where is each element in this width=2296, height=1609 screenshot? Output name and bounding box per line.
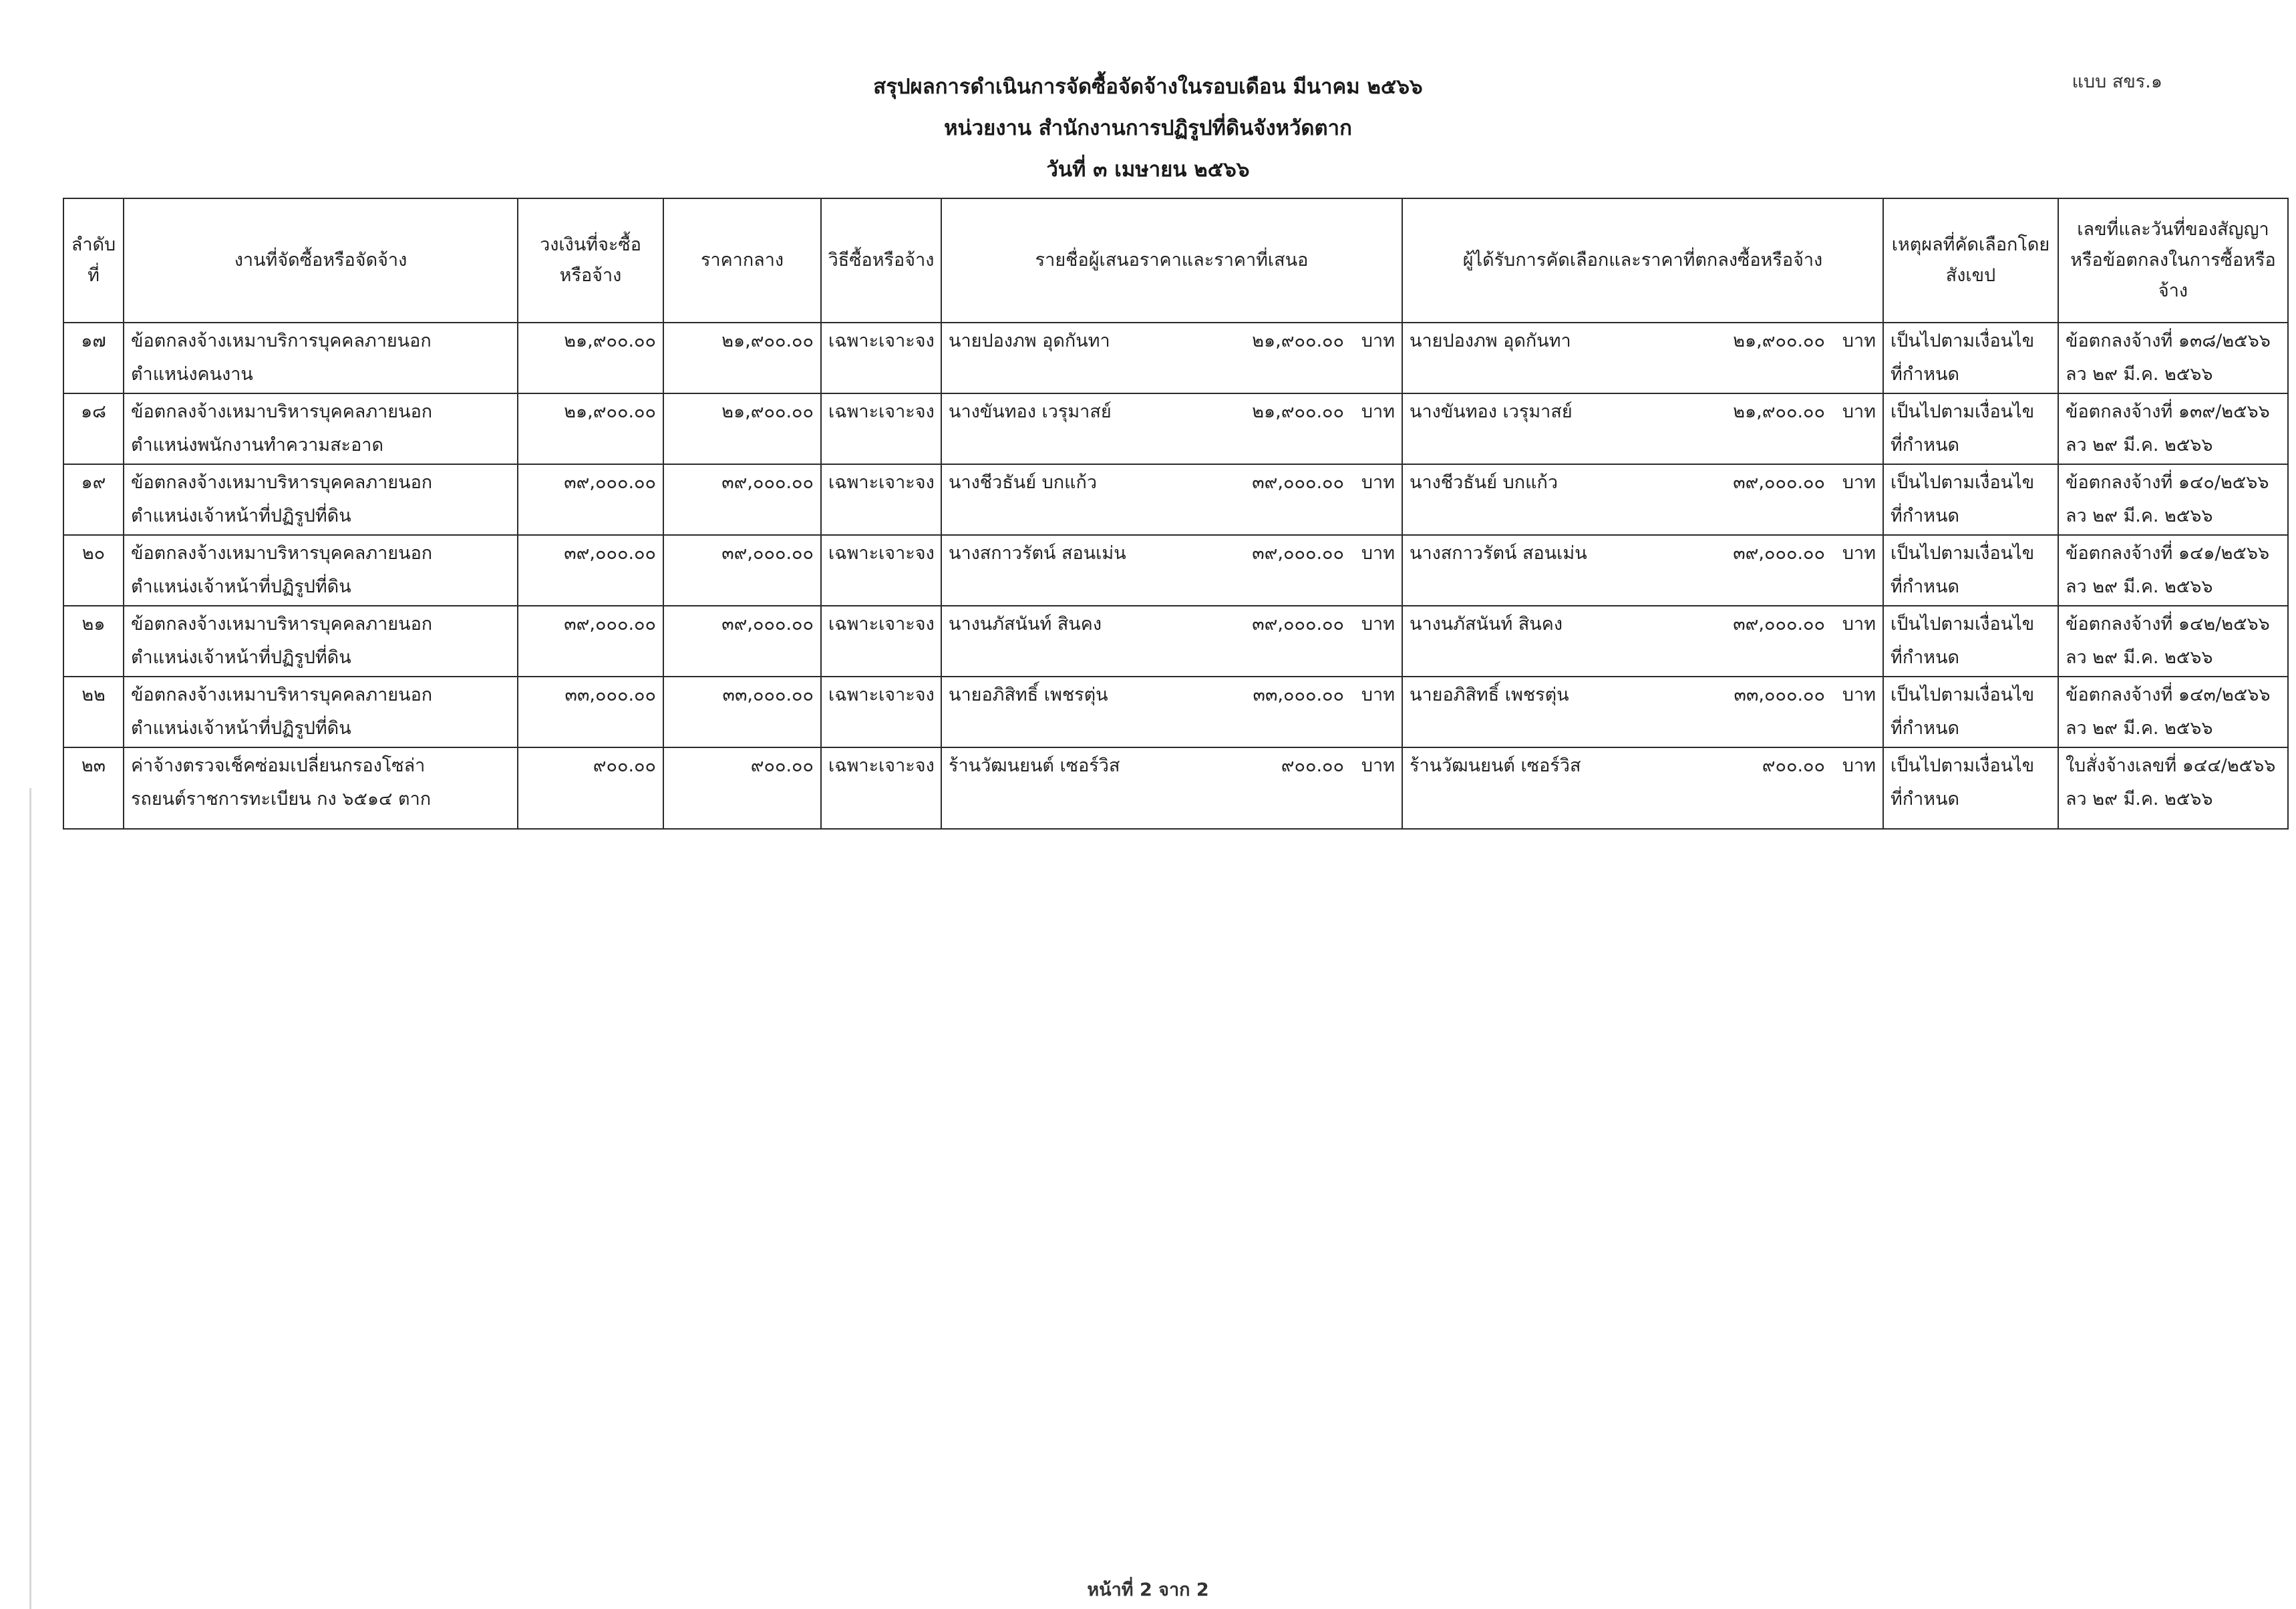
- row-work: [124, 747, 518, 829]
- bid-amount: ๒๑,๙๐๐.๐๐: [1252, 401, 1344, 422]
- contract-line-2: ลว ๒๙ มี.ค. ๒๕๖๖: [2066, 576, 2213, 597]
- row-budget: ๒๑,๙๐๐.๐๐: [518, 393, 663, 464]
- row-bidder: [941, 323, 1402, 393]
- reason-line-1: เป็นไปตามเงื่อนไข: [1891, 755, 2035, 776]
- agency-line: หน่วยงาน สำนักงานการปฏิรูปที่ดินจังหวัดตาก: [944, 116, 1352, 140]
- win-amount: ๙๐๐.๐๐: [1762, 755, 1825, 776]
- reason-line-2: ที่กำหนด: [1891, 435, 1960, 456]
- win-amount: ๓๙,๐๐๐.๐๐: [1733, 472, 1825, 493]
- row-winner: [1402, 606, 1883, 677]
- row-median-price: ๓๙,๐๐๐.๐๐: [663, 464, 821, 535]
- row-median-price: ๓๙,๐๐๐.๐๐: [663, 606, 821, 677]
- work-line-1: ข้อตกลงจ้างเหมาบริหารบุคคลภายนอก: [131, 685, 433, 705]
- work-line-2: ตำแหน่งคนงาน: [131, 364, 253, 385]
- work-line-2: รถยนต์ราชการทะเบียน กง ๖๕๑๔ ตาก: [131, 789, 432, 810]
- row-winner: [1402, 677, 1883, 747]
- bid-unit: บาท: [1361, 401, 1395, 422]
- win-unit: บาท: [1842, 401, 1876, 422]
- work-line-1: ข้อตกลงจ้างเหมาบริหารบุคคลภายนอก: [131, 472, 433, 493]
- row-work: [124, 393, 518, 464]
- row-budget: ๒๑,๙๐๐.๐๐: [518, 323, 663, 393]
- contract-line-1: ข้อตกลงจ้างที่ ๑๔๒/๒๕๖๖: [2066, 614, 2270, 635]
- contract-line-2: ลว ๒๙ มี.ค. ๒๕๖๖: [2066, 789, 2213, 810]
- win-unit: บาท: [1842, 755, 1876, 776]
- work-line-1: ข้อตกลงจ้างเหมาบริหารบุคคลภายนอก: [131, 543, 433, 564]
- table-row: [63, 677, 2288, 747]
- bid-unit: บาท: [1361, 543, 1395, 564]
- row-bidder: [941, 677, 1402, 747]
- winner-name: นางขันทอง เวรุมาสย์: [1410, 401, 1573, 422]
- header-contract: เลขที่และวันที่ของสัญญาหรือข้อตกลงในการซื้อหรือจ้าง: [2058, 198, 2288, 323]
- header-winner: ผู้ได้รับการคัดเลือกและราคาที่ตกลงซื้อหรือจ้าง: [1402, 198, 1883, 323]
- row-median-price: ๒๑,๙๐๐.๐๐: [663, 393, 821, 464]
- bid-unit: บาท: [1361, 472, 1395, 493]
- row-median-price: ๓๙,๐๐๐.๐๐: [663, 535, 821, 606]
- work-line-1: ข้อตกลงจ้างเหมาบริหารบุคคลภายนอก: [131, 401, 433, 422]
- row-no: ๑๙: [63, 464, 124, 535]
- winner-name: นางนภัสนันท์ สินคง: [1410, 614, 1563, 635]
- win-unit: บาท: [1842, 685, 1876, 705]
- winner-name: นายปองภพ อุดกันทา: [1410, 331, 1571, 351]
- row-contract: [2058, 535, 2288, 606]
- winner-name: ร้านวัฒนยนต์ เซอร์วิส: [1410, 755, 1581, 776]
- bid-unit: บาท: [1361, 614, 1395, 635]
- table-row: [63, 464, 2288, 535]
- row-work: [124, 677, 518, 747]
- table-row: [63, 393, 2288, 464]
- reason-line-1: เป็นไปตามเงื่อนไข: [1891, 543, 2035, 564]
- header-no: ลำดับที่: [63, 198, 124, 323]
- bidder-name: นางขันทอง เวรุมาสย์: [949, 401, 1112, 422]
- row-method: เฉพาะเจาะจง: [821, 747, 941, 829]
- bid-unit: บาท: [1361, 755, 1395, 776]
- row-budget: ๓๓,๐๐๐.๐๐: [518, 677, 663, 747]
- row-winner: [1402, 464, 1883, 535]
- row-winner: [1402, 535, 1883, 606]
- win-amount: ๒๑,๙๐๐.๐๐: [1733, 401, 1825, 422]
- reason-line-2: ที่กำหนด: [1891, 647, 1960, 668]
- bidder-name: นายอภิสิทธิ์ เพชรตุ่น: [949, 685, 1108, 705]
- row-contract: [2058, 393, 2288, 464]
- work-line-1: ค่าจ้างตรวจเช็คซ่อมเปลี่ยนกรองโซล่า: [131, 755, 426, 776]
- row-reason: [1883, 464, 2058, 535]
- scan-edge-shadow: [29, 788, 31, 1609]
- row-bidder: [941, 535, 1402, 606]
- row-budget: ๙๐๐.๐๐: [518, 747, 663, 829]
- row-reason: [1883, 535, 2058, 606]
- row-no: ๑๗: [63, 323, 124, 393]
- header-median-price: ราคากลาง: [663, 198, 821, 323]
- contract-line-1: ข้อตกลงจ้างที่ ๑๔๓/๒๕๖๖: [2066, 685, 2271, 705]
- row-contract: [2058, 677, 2288, 747]
- row-reason: [1883, 677, 2058, 747]
- bid-unit: บาท: [1361, 331, 1395, 351]
- reason-line-1: เป็นไปตามเงื่อนไข: [1891, 614, 2035, 635]
- win-unit: บาท: [1842, 331, 1876, 351]
- row-method: เฉพาะเจาะจง: [821, 606, 941, 677]
- work-line-1: ข้อตกลงจ้างเหมาบริการบุคคลภายนอก: [131, 331, 432, 351]
- reason-line-1: เป็นไปตามเงื่อนไข: [1891, 401, 2035, 422]
- contract-line-2: ลว ๒๙ มี.ค. ๒๕๖๖: [2066, 435, 2213, 456]
- date-line: วันที่ ๓ เมษายน ๒๕๖๖: [1046, 158, 1250, 182]
- table-row: [63, 323, 2288, 393]
- winner-name: นายอภิสิทธิ์ เพชรตุ่น: [1410, 685, 1569, 705]
- bid-unit: บาท: [1361, 685, 1395, 705]
- header-bidders: รายชื่อผู้เสนอราคาและราคาที่เสนอ: [941, 198, 1402, 323]
- form-code: แบบ สขร.๑: [2072, 71, 2162, 92]
- win-unit: บาท: [1842, 472, 1876, 493]
- row-reason: [1883, 393, 2058, 464]
- bidder-name: นางชีวธันย์ บกแก้ว: [949, 472, 1098, 493]
- reason-line-1: เป็นไปตามเงื่อนไข: [1891, 472, 2035, 493]
- contract-line-1: ใบสั่งจ้างเลขที่ ๑๔๔/๒๕๖๖: [2066, 755, 2276, 776]
- work-line-2: ตำแหน่งเจ้าหน้าที่ปฏิรูปที่ดิน: [131, 718, 351, 739]
- bid-amount: ๓๙,๐๐๐.๐๐: [1252, 543, 1344, 564]
- contract-line-2: ลว ๒๙ มี.ค. ๒๕๖๖: [2066, 647, 2213, 668]
- table-row: [63, 747, 2288, 829]
- table-row: [63, 535, 2288, 606]
- row-contract: [2058, 323, 2288, 393]
- row-contract: [2058, 464, 2288, 535]
- header-reason: เหตุผลที่คัดเลือกโดยสังเขป: [1883, 198, 2058, 323]
- row-method: เฉพาะเจาะจง: [821, 464, 941, 535]
- row-reason: [1883, 606, 2058, 677]
- row-no: ๒๓: [63, 747, 124, 829]
- work-line-2: ตำแหน่งเจ้าหน้าที่ปฏิรูปที่ดิน: [131, 506, 351, 526]
- reason-line-1: เป็นไปตามเงื่อนไข: [1891, 331, 2035, 351]
- contract-line-1: ข้อตกลงจ้างที่ ๑๔๐/๒๕๖๖: [2066, 472, 2269, 493]
- row-winner: [1402, 323, 1883, 393]
- bidder-name: นางนภัสนันท์ สินคง: [949, 614, 1102, 635]
- reason-line-2: ที่กำหนด: [1891, 506, 1960, 526]
- table-row: [63, 606, 2288, 677]
- page-number: หน้าที่ 2 จาก 2: [1087, 1580, 1209, 1600]
- procurement-table: [63, 198, 2289, 830]
- row-budget: ๓๙,๐๐๐.๐๐: [518, 464, 663, 535]
- win-amount: ๒๑,๙๐๐.๐๐: [1733, 331, 1825, 351]
- bid-amount: ๒๑,๙๐๐.๐๐: [1252, 331, 1344, 351]
- row-no: ๑๘: [63, 393, 124, 464]
- reason-line-2: ที่กำหนด: [1891, 576, 1960, 597]
- row-reason: [1883, 323, 2058, 393]
- row-no: ๒๒: [63, 677, 124, 747]
- row-median-price: ๙๐๐.๐๐: [663, 747, 821, 829]
- header-work: งานที่จัดซื้อหรือจัดจ้าง: [124, 198, 518, 323]
- bid-amount: ๓๙,๐๐๐.๐๐: [1252, 614, 1344, 635]
- contract-line-2: ลว ๒๙ มี.ค. ๒๕๖๖: [2066, 718, 2213, 739]
- winner-name: นางสกาวรัตน์ สอนเม่น: [1410, 543, 1587, 564]
- header-method: วิธีซื้อหรือจ้าง: [821, 198, 941, 323]
- win-amount: ๓๙,๐๐๐.๐๐: [1733, 543, 1825, 564]
- row-bidder: [941, 464, 1402, 535]
- row-no: ๒๐: [63, 535, 124, 606]
- winner-name: นางชีวธันย์ บกแก้ว: [1410, 472, 1559, 493]
- row-bidder: [941, 393, 1402, 464]
- contract-line-1: ข้อตกลงจ้างที่ ๑๔๑/๒๕๖๖: [2066, 543, 2270, 564]
- contract-line-1: ข้อตกลงจ้างที่ ๑๓๙/๒๕๖๖: [2066, 401, 2270, 422]
- row-contract: [2058, 747, 2288, 829]
- row-work: [124, 464, 518, 535]
- header-row: [63, 198, 2288, 323]
- row-method: เฉพาะเจาะจง: [821, 323, 941, 393]
- bid-amount: ๓๓,๐๐๐.๐๐: [1253, 685, 1344, 705]
- row-no: ๒๑: [63, 606, 124, 677]
- row-winner: [1402, 747, 1883, 829]
- bid-amount: ๓๙,๐๐๐.๐๐: [1252, 472, 1344, 493]
- bidder-name: ร้านวัฒนยนต์ เซอร์วิส: [949, 755, 1120, 776]
- row-budget: ๓๙,๐๐๐.๐๐: [518, 606, 663, 677]
- row-work: [124, 535, 518, 606]
- row-method: เฉพาะเจาะจง: [821, 535, 941, 606]
- row-method: เฉพาะเจาะจง: [821, 677, 941, 747]
- bidder-name: นายปองภพ อุดกันทา: [949, 331, 1110, 351]
- row-contract: [2058, 606, 2288, 677]
- document-title: สรุปผลการดำเนินการจัดซื้อจัดจ้างในรอบเดือน มีนาคม ๒๕๖๖: [873, 75, 1423, 99]
- win-amount: ๓๓,๐๐๐.๐๐: [1734, 685, 1825, 705]
- work-line-1: ข้อตกลงจ้างเหมาบริหารบุคคลภายนอก: [131, 614, 433, 635]
- win-unit: บาท: [1842, 543, 1876, 564]
- win-unit: บาท: [1842, 614, 1876, 635]
- row-budget: ๓๙,๐๐๐.๐๐: [518, 535, 663, 606]
- row-median-price: ๒๑,๙๐๐.๐๐: [663, 323, 821, 393]
- win-amount: ๓๙,๐๐๐.๐๐: [1733, 614, 1825, 635]
- reason-line-2: ที่กำหนด: [1891, 789, 1960, 810]
- reason-line-2: ที่กำหนด: [1891, 364, 1960, 385]
- row-method: เฉพาะเจาะจง: [821, 393, 941, 464]
- row-reason: [1883, 747, 2058, 829]
- reason-line-2: ที่กำหนด: [1891, 718, 1960, 739]
- row-work: [124, 606, 518, 677]
- contract-line-1: ข้อตกลงจ้างที่ ๑๓๘/๒๕๖๖: [2066, 331, 2271, 351]
- contract-line-2: ลว ๒๙ มี.ค. ๒๕๖๖: [2066, 506, 2213, 526]
- contract-line-2: ลว ๒๙ มี.ค. ๒๕๖๖: [2066, 364, 2213, 385]
- work-line-2: ตำแหน่งพนักงานทำความสะอาด: [131, 435, 383, 456]
- row-median-price: ๓๓,๐๐๐.๐๐: [663, 677, 821, 747]
- row-bidder: [941, 747, 1402, 829]
- header-budget: วงเงินที่จะซื้อหรือจ้าง: [518, 198, 663, 323]
- row-winner: [1402, 393, 1883, 464]
- row-bidder: [941, 606, 1402, 677]
- reason-line-1: เป็นไปตามเงื่อนไข: [1891, 685, 2035, 705]
- row-work: [124, 323, 518, 393]
- work-line-2: ตำแหน่งเจ้าหน้าที่ปฏิรูปที่ดิน: [131, 647, 351, 668]
- work-line-2: ตำแหน่งเจ้าหน้าที่ปฏิรูปที่ดิน: [131, 576, 351, 597]
- bid-amount: ๙๐๐.๐๐: [1281, 755, 1344, 776]
- bidder-name: นางสกาวรัตน์ สอนเม่น: [949, 543, 1126, 564]
